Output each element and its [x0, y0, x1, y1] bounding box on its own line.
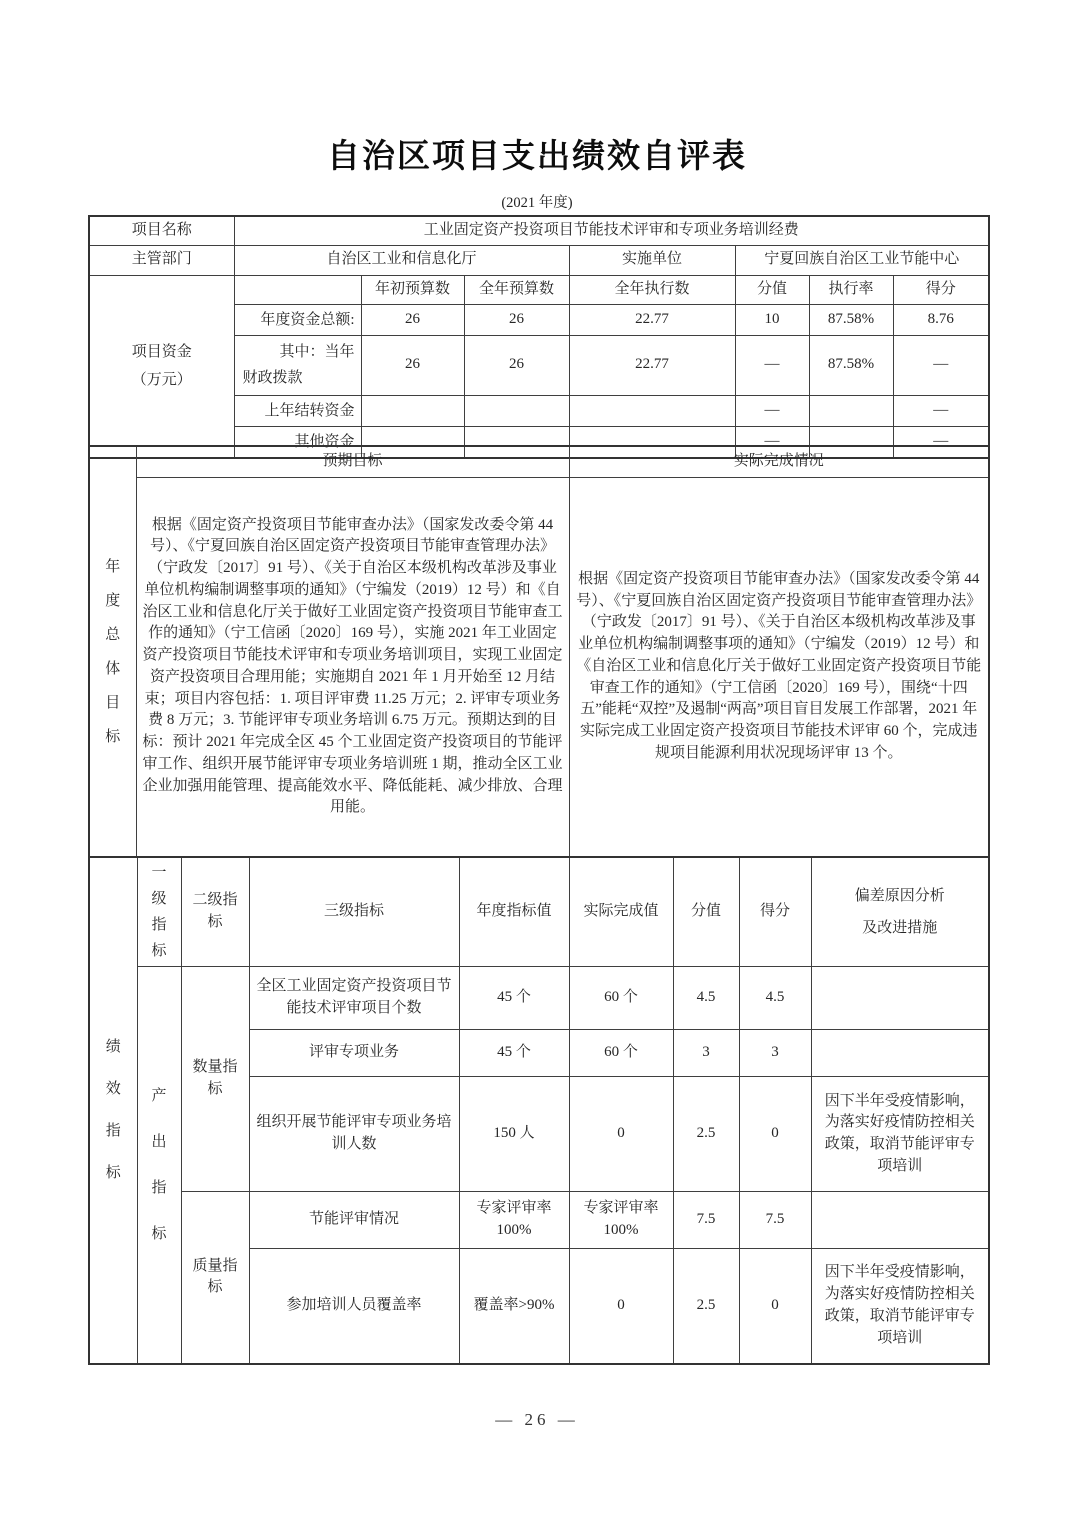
funding-total-label: 年度资金总额:	[260, 311, 355, 328]
funding-header-points: 得分	[893, 275, 989, 304]
quality-indicator-label: 质量指标	[181, 1192, 249, 1364]
indicator-score: 7.5	[673, 1192, 739, 1249]
expected-goal-text: 根据《固定资产投资项目节能审查办法》（国家发改委令第 44 号）、《宁夏回族自治区固定资产投资项目节能审查管理办法》（宁政发〔2017〕91 号）、《关于自治区本级机构改革涉及事业单位机构编制调整事项的通知》（宁编发（2019）12 号）和《自治区工业和信息化厅关于做好工业固定资产投资项目节能审查工作的通知》（宁工信函〔2020〕169 号），实施 2021 年工业固定资产投资项目节能技术评审和专项业务培训项目，实现工业固定资产投资项目合理用能；实施期自 2021 年 1 月开始至 12 月结束；项目内容包括：1. 项目评审费 11.25 万元；2. 评审专项业务费 8 万元；3. 节能评审专项业务培训 6.75 万元。预期达到的目标：预计 2021 年完成全区 45 个工业固定资产投资项目的节能评审工作、组织开展节能评审专项业务培训班 1 期，推动全区工业企业加强用能管理、提高能效水平、降低能耗、减少排放、合理用能。	[136, 477, 569, 857]
indicator-actual-value: 60 个	[569, 1030, 673, 1077]
indicator-name: 节能评审情况	[249, 1192, 459, 1249]
indicator-actual-value: 0	[569, 1077, 673, 1192]
funding-row-label-line1: 项目资金	[131, 344, 192, 360]
level2-indicator-header: 二级指标	[181, 857, 249, 967]
indicator-annual-target: 150 人	[459, 1077, 569, 1192]
expected-goal-header: 预期目标	[136, 446, 569, 477]
project-info-table	[88, 215, 990, 459]
indicator-points: 0	[739, 1077, 811, 1192]
indicator-actual-value: 专家评审率 100%	[569, 1192, 673, 1249]
funding-fiscal-rate: 87.58%	[809, 335, 893, 395]
funding-fiscal-label-line1: 其中：当年	[279, 344, 355, 360]
indicator-actual-value: 0	[569, 1249, 673, 1364]
indicator-deviation	[811, 1192, 989, 1249]
funding-fiscal-initial: 26	[361, 335, 464, 395]
funding-total-executed: 22.77	[569, 304, 735, 335]
funding-other-score: —	[735, 426, 809, 458]
funding-total-score: 10	[735, 304, 809, 335]
page-title: 自治区项目支出绩效自评表	[327, 139, 747, 175]
funding-header-annual-executed: 全年执行数	[569, 275, 735, 304]
indicator-deviation	[811, 1030, 989, 1077]
level3-indicator-header: 三级指标	[249, 857, 459, 967]
score-header: 分值	[673, 857, 739, 967]
funding-carryover-executed	[569, 395, 735, 426]
unit-label: 实施单位	[569, 245, 735, 275]
funding-row-label	[89, 275, 234, 458]
indicator-name: 参加培训人员覆盖率	[249, 1249, 459, 1364]
level1-indicator-header: 一级指标	[137, 857, 181, 967]
dept-label: 主管部门	[89, 245, 234, 275]
annual-target-header: 年度指标值	[459, 857, 569, 967]
funding-total-rate: 87.58%	[809, 304, 893, 335]
funding-header-annual-budget: 全年预算数	[464, 275, 569, 304]
actual-value-header: 实际完成值	[569, 857, 673, 967]
indicator-score: 2.5	[673, 1077, 739, 1192]
funding-other-label: 其他资金	[294, 433, 355, 450]
funding-total-initial: 26	[361, 304, 464, 335]
funding-fiscal-annual: 26	[464, 335, 569, 395]
indicator-annual-target: 专家评审率 100%	[459, 1192, 569, 1249]
funding-fiscal-score: —	[735, 335, 809, 395]
indicator-row-1	[89, 967, 989, 1030]
funding-header-blank	[234, 275, 361, 304]
project-name-label: 项目名称	[89, 216, 234, 245]
indicator-name: 评审专项业务	[249, 1030, 459, 1077]
funding-header-execution-rate: 执行率	[809, 275, 893, 304]
funding-header-initial-budget: 年初预算数	[361, 275, 464, 304]
indicator-points: 3	[739, 1030, 811, 1077]
level1-indicator-value: 绩效指标	[89, 857, 137, 1364]
funding-fiscal-points: —	[893, 335, 989, 395]
actual-completion-header: 实际完成情况	[569, 446, 989, 477]
page-subtitle: (2021 年度)	[501, 195, 573, 211]
funding-total-annual: 26	[464, 304, 569, 335]
indicator-row-4	[89, 1192, 989, 1249]
funding-carryover-label: 上年结转资金	[264, 402, 355, 419]
indicator-points: 4.5	[739, 967, 811, 1030]
funding-fiscal-label-line2: 财政拨款	[242, 370, 303, 386]
funding-carryover-points: —	[893, 395, 989, 426]
funding-total-points: 8.76	[893, 304, 989, 335]
quantity-indicator-label: 数量指标	[181, 967, 249, 1192]
unit-value: 宁夏回族自治区工业节能中心	[735, 245, 989, 275]
indicator-score: 4.5	[673, 967, 739, 1030]
indicator-name: 组织开展节能评审专项业务培训人数	[249, 1077, 459, 1192]
funding-carryover-initial	[361, 395, 464, 426]
funding-carryover-rate	[809, 395, 893, 426]
indicator-score: 2.5	[673, 1249, 739, 1364]
funding-fiscal-executed: 22.77	[569, 335, 735, 395]
dept-value: 自治区工业和信息化厅	[234, 245, 569, 275]
funding-carryover-annual	[464, 395, 569, 426]
indicator-deviation	[811, 967, 989, 1030]
deviation-header: 偏差原因分析 及改进措施	[811, 857, 989, 967]
indicator-deviation: 因下半年受疫情影响，为落实好疫情防控相关政策，取消节能评审专项培训	[811, 1077, 989, 1192]
indicator-actual-value: 60 个	[569, 967, 673, 1030]
indicator-annual-target: 覆盖率>90%	[459, 1249, 569, 1364]
page-number-footer: — 26 —	[495, 1410, 579, 1429]
indicator-points: 0	[739, 1249, 811, 1364]
project-name-value: 工业固定资产投资项目节能技术评审和专项业务培训经费	[234, 216, 989, 245]
annual-goals-table	[88, 445, 990, 858]
points-header: 得分	[739, 857, 811, 967]
funding-other-points: —	[893, 426, 989, 458]
performance-indicators-table	[88, 856, 990, 1365]
indicator-score: 3	[673, 1030, 739, 1077]
indicator-name: 全区工业固定资产投资项目节能技术评审项目个数	[249, 967, 459, 1030]
funding-carryover-score: —	[735, 395, 809, 426]
actual-completion-text: 根据《固定资产投资项目节能审查办法》（国家发改委令第 44 号）、《宁夏回族自治区固定资产投资项目节能审查管理办法》（宁政发〔2017〕91 号）、《关于自治区本级机构改革涉及事业单位机构编制调整事项的通知》（宁编发（2019）12 号）和《自治区工业和信息化厅关于做好工业固定资产投资项目节能审查工作的通知》（宁工信函〔2020〕169 号），围绕“十四五”能耗“双控”及遏制“两高”项目盲目发展工作部署，2021 年实际完成工业固定资产投资项目节能技术评审 60 个，完成违规项目能源利用状况现场评审 13 个。	[569, 477, 989, 857]
annual-goal-side-label: 年度总体目标	[89, 446, 136, 857]
indicator-deviation: 因下半年受疫情影响，为落实好疫情防控相关政策，取消节能评审专项培训	[811, 1249, 989, 1364]
level2-indicator-value: 产出指标	[137, 967, 181, 1364]
indicator-points: 7.5	[739, 1192, 811, 1249]
funding-header-score: 分值	[735, 275, 809, 304]
funding-row-label-line2: （万元）	[131, 372, 192, 388]
indicator-annual-target: 45 个	[459, 1030, 569, 1077]
indicator-annual-target: 45 个	[459, 967, 569, 1030]
